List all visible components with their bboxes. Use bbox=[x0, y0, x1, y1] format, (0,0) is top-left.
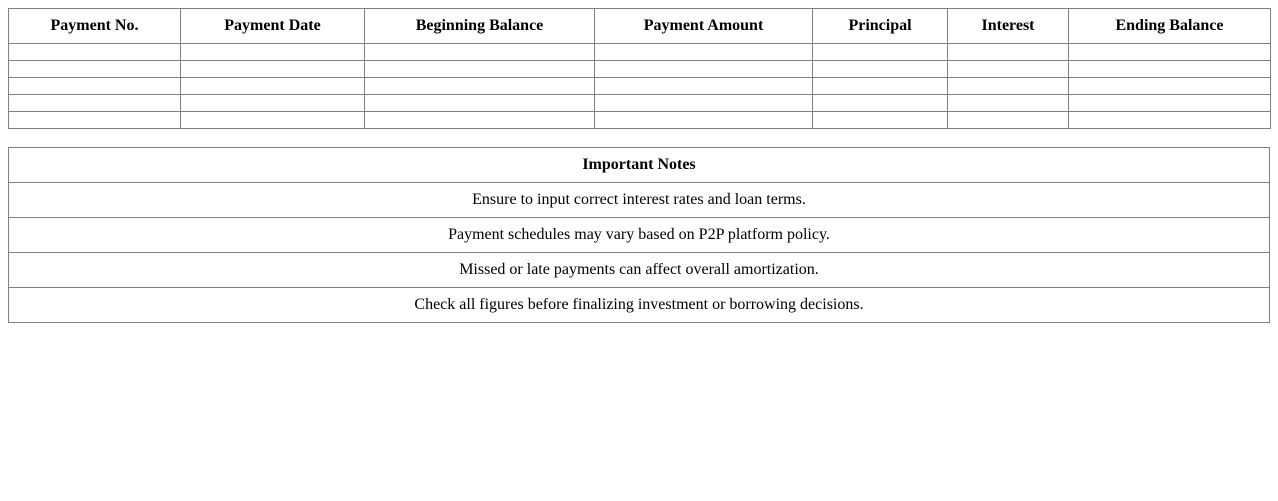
table-row bbox=[9, 78, 1271, 95]
table-cell bbox=[948, 44, 1069, 61]
table-cell bbox=[813, 78, 948, 95]
column-header-payment-amount: Payment Amount bbox=[595, 9, 813, 44]
table-cell bbox=[1069, 95, 1271, 112]
table-cell bbox=[365, 95, 595, 112]
table-row bbox=[9, 44, 1271, 61]
table-cell bbox=[595, 61, 813, 78]
column-header-payment-no: Payment No. bbox=[9, 9, 181, 44]
table-cell bbox=[9, 78, 181, 95]
column-header-beginning-balance: Beginning Balance bbox=[365, 9, 595, 44]
page-content bbox=[8, 8, 1270, 323]
table-cell bbox=[948, 112, 1069, 129]
table-cell bbox=[1069, 78, 1271, 95]
table-cell bbox=[1069, 44, 1271, 61]
table-row bbox=[9, 61, 1271, 78]
table-cell bbox=[181, 44, 365, 61]
column-header-principal: Principal bbox=[813, 9, 948, 44]
table-cell bbox=[813, 61, 948, 78]
table-cell bbox=[595, 44, 813, 61]
notes-title: Important Notes bbox=[9, 148, 1270, 183]
amortization-schedule-table bbox=[8, 8, 1271, 129]
table-cell bbox=[948, 78, 1069, 95]
important-notes-table bbox=[8, 147, 1270, 323]
table-cell bbox=[181, 61, 365, 78]
note-item: Missed or late payments can affect overall amortization. bbox=[9, 253, 1270, 288]
table-cell bbox=[595, 112, 813, 129]
note-row bbox=[9, 253, 1270, 288]
table-row bbox=[9, 112, 1271, 129]
table-cell bbox=[9, 44, 181, 61]
table-cell bbox=[9, 112, 181, 129]
table-cell bbox=[948, 95, 1069, 112]
table-header-row bbox=[9, 9, 1271, 44]
table-cell bbox=[948, 61, 1069, 78]
table-cell bbox=[365, 112, 595, 129]
table-cell bbox=[181, 95, 365, 112]
table-row bbox=[9, 95, 1271, 112]
table-cell bbox=[813, 112, 948, 129]
table-cell bbox=[813, 44, 948, 61]
note-item: Payment schedules may vary based on P2P platform policy. bbox=[9, 218, 1270, 253]
note-row bbox=[9, 218, 1270, 253]
note-item: Ensure to input correct interest rates and loan terms. bbox=[9, 183, 1270, 218]
column-header-ending-balance: Ending Balance bbox=[1069, 9, 1271, 44]
table-cell bbox=[9, 95, 181, 112]
table-cell bbox=[595, 78, 813, 95]
table-cell bbox=[1069, 61, 1271, 78]
note-row bbox=[9, 183, 1270, 218]
table-cell bbox=[365, 61, 595, 78]
note-row bbox=[9, 288, 1270, 323]
note-item: Check all figures before finalizing investment or borrowing decisions. bbox=[9, 288, 1270, 323]
table-cell bbox=[595, 95, 813, 112]
notes-header-row bbox=[9, 148, 1270, 183]
table-cell bbox=[9, 61, 181, 78]
column-header-payment-date: Payment Date bbox=[181, 9, 365, 44]
column-header-interest: Interest bbox=[948, 9, 1069, 44]
table-cell bbox=[365, 44, 595, 61]
table-cell bbox=[813, 95, 948, 112]
table-cell bbox=[181, 112, 365, 129]
table-cell bbox=[365, 78, 595, 95]
table-cell bbox=[1069, 112, 1271, 129]
table-cell bbox=[181, 78, 365, 95]
